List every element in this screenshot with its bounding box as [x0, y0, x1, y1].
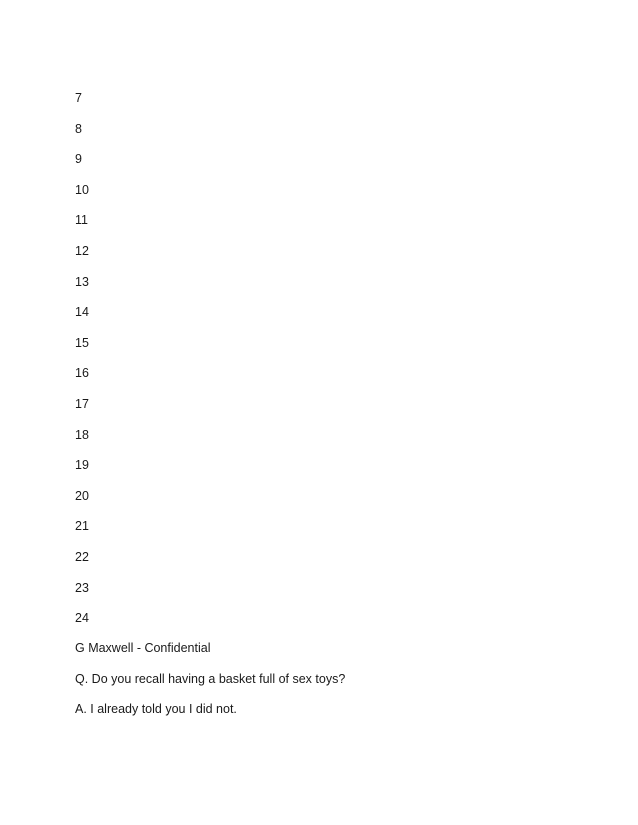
question-text: Q. Do you recall having a basket full of sex toys?	[75, 672, 346, 686]
confidential-label: G Maxwell - Confidential	[75, 641, 211, 655]
line-number: 21	[75, 519, 89, 534]
line-number: 17	[75, 396, 89, 411]
line-number: 12	[75, 243, 89, 258]
line-number: 13	[75, 274, 89, 289]
line-number: 19	[75, 458, 89, 473]
line-number: 15	[75, 335, 89, 350]
line-number: 9	[75, 152, 82, 167]
answer-text: A. I already told you I did not.	[75, 702, 237, 716]
line-number: 24	[75, 611, 89, 626]
line-number: 18	[75, 427, 89, 442]
line-number: 7	[75, 91, 82, 105]
line-number: 10	[75, 182, 89, 197]
line-number-list	[75, 90, 89, 641]
line-number: 16	[75, 366, 89, 381]
line-number: 20	[75, 488, 89, 503]
line-number: 23	[75, 580, 89, 595]
line-number: 22	[75, 549, 89, 564]
line-number: 8	[75, 121, 82, 136]
line-number: 14	[75, 305, 89, 320]
line-number: 11	[75, 213, 88, 228]
